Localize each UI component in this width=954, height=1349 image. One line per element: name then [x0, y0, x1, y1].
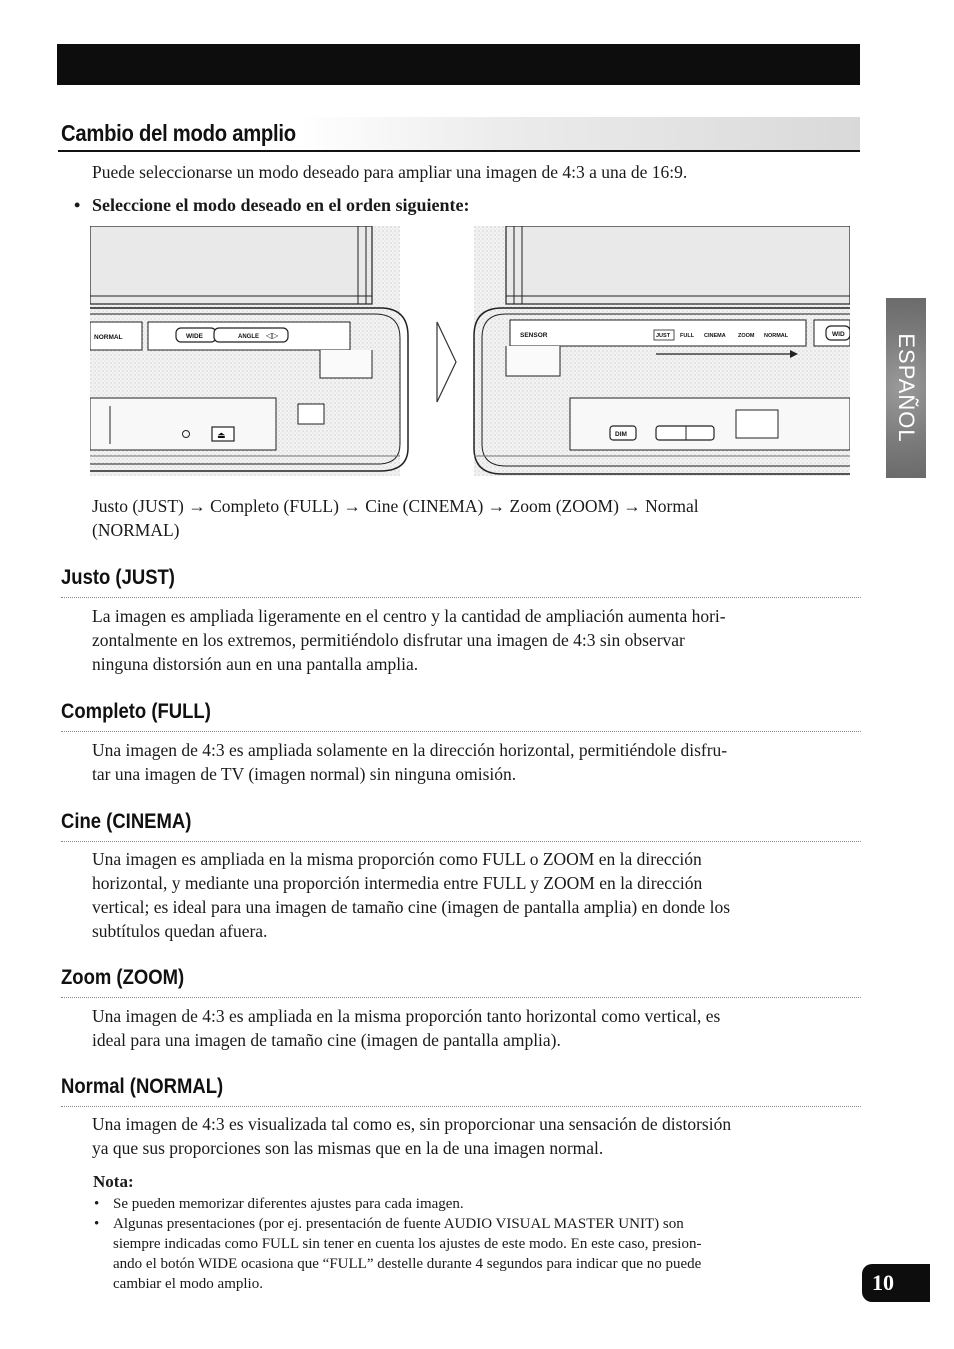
- cinema-line-3: vertical; es ideal para una imagen de tamaño cine (imagen de pantalla amplia) en donde los: [92, 897, 730, 917]
- arrow-icon: [437, 322, 456, 402]
- language-tab-label: ESPAÑOL: [894, 333, 919, 443]
- full-line-2: tar una imagen de TV (imagen normal) sin ninguna omisión.: [92, 764, 517, 784]
- cinema-line-2: horizontal, y mediante una proporción intermedia entre FULL y ZOOM en la dirección: [92, 873, 703, 893]
- bullet-instruction: • Seleccione el modo deseado en el orden siguiente:: [74, 195, 470, 215]
- heading-underline: [61, 997, 861, 999]
- zoom-line-2: ideal para una imagen de tamaño cine (imagen de pantalla amplia).: [92, 1030, 561, 1050]
- just-line-3: ninguna distorsión aun en una pantalla amplia.: [92, 654, 419, 674]
- heading-underline: [61, 597, 861, 599]
- note-2-line-1: Algunas presentaciones (por ej. presentación de fuente AUDIO VISUAL MASTER UNIT) son: [113, 1216, 684, 1232]
- section-title: Cambio del modo amplio: [61, 120, 296, 146]
- normal-line-1: Una imagen de 4:3 es visualizada tal como es, sin proporcionar una sensación de distorsión: [92, 1114, 732, 1134]
- note-2-line-3: ando el botón WIDE ocasiona que “FULL” destelle durante 4 segundos para indicar que no puede: [113, 1256, 702, 1272]
- sequence-line-2: (NORMAL): [92, 520, 180, 540]
- note-2-line-2: siempre indicadas como FULL sin tener en cuenta los ajustes de este modo. En este caso, presion-: [113, 1236, 702, 1252]
- wide-fragment-label: WID: [832, 331, 845, 338]
- mode-label-cinema: CINEMA: [704, 333, 726, 339]
- heading-normal: Normal (NORMAL): [61, 1075, 224, 1098]
- mode-label-zoom: ZOOM: [738, 333, 755, 339]
- note-item: • Se pueden memorizar diferentes ajustes para cada imagen.: [94, 1194, 834, 1214]
- heading-underline: [61, 1106, 861, 1108]
- normal-label: NORMAL: [94, 334, 123, 341]
- joystick-icon: ◁▷: [266, 331, 279, 340]
- sensor-label: SENSOR: [520, 332, 548, 339]
- page-number: 10: [862, 1264, 930, 1302]
- note-title: Nota:: [93, 1172, 134, 1191]
- heading-cinema: Cine (CINEMA): [61, 810, 192, 833]
- angle-label: ANGLE: [238, 334, 259, 340]
- sequence-line-1: Justo (JUST) → Completo (FULL) → Cine (CINEMA) → Zoom (ZOOM) → Normal: [92, 496, 699, 516]
- wide-label: WIDE: [186, 333, 203, 340]
- header-bar: [57, 44, 860, 85]
- heading-zoom: Zoom (ZOOM): [61, 966, 185, 989]
- mode-label-full: FULL: [680, 333, 695, 339]
- intro-text: Puede seleccionarse un modo deseado para ampliar una imagen de 4:3 a una de 16:9.: [92, 162, 688, 182]
- note-2-line-4: cambiar el modo amplio.: [113, 1276, 263, 1292]
- note-item: • Algunas presentaciones (por ej. presentación de fuente AUDIO VISUAL MASTER UNIT) son siempre indicadas como FULL sin tener en cuenta los ajustes de este modo. En este caso, presion- ando el botón WIDE ocasiona que “FULL” destelle durante 4 segundos para indicar que no puede cambiar el modo amplio.: [94, 1214, 834, 1294]
- dim-label: DIM: [615, 431, 627, 438]
- just-line-1: La imagen es ampliada ligeramente en el centro y la cantidad de ampliación aumenta hori-: [92, 606, 726, 626]
- heading-full: Completo (FULL): [61, 700, 211, 723]
- normal-line-2: ya que sus proporciones son las mismas que en la de una imagen normal.: [92, 1138, 604, 1158]
- zoom-line-1: Una imagen de 4:3 es ampliada en la misma proporción tanto horizontal como vertical, es: [92, 1006, 721, 1026]
- section-title-bar: [58, 117, 860, 152]
- cinema-line-4: subtítulos quedan afuera.: [92, 921, 268, 941]
- just-line-2: zontalmente en los extremos, permitiéndolo disfrutar una imagen de 4:3 sin observar: [92, 630, 685, 650]
- language-tab: [886, 298, 926, 478]
- heading-underline: [61, 731, 861, 733]
- note-1-line-1: Se pueden memorizar diferentes ajustes para cada imagen.: [113, 1196, 464, 1212]
- right-panel: [474, 226, 850, 476]
- eject-icon: ⏏: [217, 430, 226, 440]
- cinema-line-1: Una imagen es ampliada en la misma proporción como FULL o ZOOM en la dirección: [92, 849, 702, 869]
- mode-label-just: JUST: [656, 333, 671, 339]
- heading-underline: [61, 841, 861, 843]
- bullet-text: Seleccione el modo deseado en el orden siguiente:: [92, 195, 470, 215]
- left-panel: [90, 226, 408, 476]
- full-line-1: Una imagen de 4:3 es ampliada solamente en la dirección horizontal, permitiéndole disfru-: [92, 740, 728, 760]
- panel-illustration: [90, 226, 850, 478]
- mode-label-normal: NORMAL: [764, 333, 789, 339]
- heading-just: Justo (JUST): [61, 566, 175, 589]
- volume-button: [656, 426, 714, 440]
